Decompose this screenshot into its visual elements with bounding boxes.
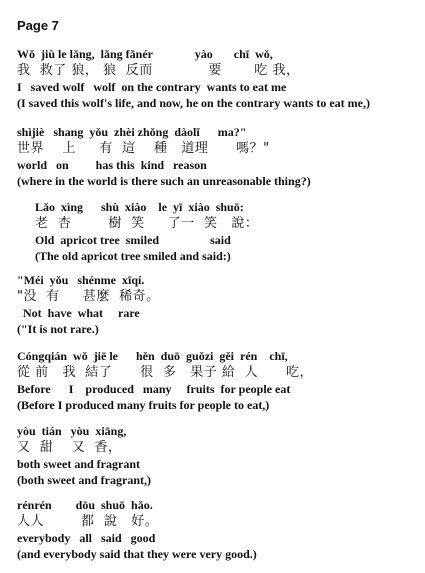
translation-line: ("It is not rare.) <box>17 322 99 336</box>
pinyin-line: Lǎo xìng shù xiào le yī xiào shuō: <box>35 200 244 214</box>
pinyin-line: "Méi yǒu shénme xīqí. <box>17 273 145 287</box>
text-block-7 <box>17 497 417 563</box>
english-gloss-line: world on has this kind reason <box>17 157 207 172</box>
text-block-4 <box>17 272 417 338</box>
chinese-line: 從 前 我 結了 很 多 果子 給 人 吃， <box>17 364 313 380</box>
translation-line: (both sweet and fragrant,) <box>17 473 151 487</box>
translation-line: (Before I produced many fruits for people to eat,) <box>17 398 270 412</box>
chinese-line: 老 杏 樹 笑 了一 笑 說： <box>35 215 259 231</box>
chinese-line: 人人 都 說 好。 <box>17 513 159 529</box>
pinyin-line: Wǒ jiù le lǎng, lǎng fǎnér yào chī wǒ, <box>17 47 273 61</box>
chinese-line: "没 有 甚麼 稀奇。 <box>17 288 160 304</box>
pinyin-line: shìjiè shang yǒu zhèi zhǒng dàolǐ ma?" <box>17 125 247 139</box>
english-gloss-line: Not have what rare <box>17 305 140 320</box>
translation-line: (The old apricot tree smiled and said:) <box>35 249 231 263</box>
chinese-line: 我 救了 狼， 狼 反而 要 吃 我， <box>17 62 300 78</box>
english-gloss-line: everybody all said good <box>17 530 156 545</box>
chinese-line: 又 甜 又 香， <box>17 439 122 455</box>
translation-line: (and everybody said that they were very good.) <box>17 547 257 561</box>
translation-line: (I saved this wolf's life, and now, he on the contrary wants to eat me,) <box>17 96 370 110</box>
english-gloss-line: Old apricot tree smiled said <box>35 232 231 247</box>
text-block-5 <box>17 348 417 414</box>
english-gloss-line: both sweet and fragrant <box>17 456 140 471</box>
translation-line: (where in the world is there such an unreasonable thing?) <box>17 174 311 188</box>
text-block-1 <box>17 46 417 112</box>
pinyin-line: Cóngqián wǒ jiē le hěn duō guǒzi gěi rén chī, <box>17 349 288 363</box>
text-block-2 <box>17 124 417 190</box>
english-gloss-line: I saved wolf wolf on the contrary wants to eat me <box>17 79 287 94</box>
text-block-6 <box>17 423 417 489</box>
chinese-line: 世界 上 有 這 種 道理 嗎？" <box>17 140 270 156</box>
english-gloss-line: Before I produced many fruits for people eat <box>17 381 291 396</box>
text-block-3 <box>17 199 425 265</box>
page-title: Page 7 <box>17 18 59 33</box>
pinyin-line: rénrén dōu shuō hǎo. <box>17 498 153 512</box>
pinyin-line: yòu tián yòu xiāng, <box>17 424 127 438</box>
